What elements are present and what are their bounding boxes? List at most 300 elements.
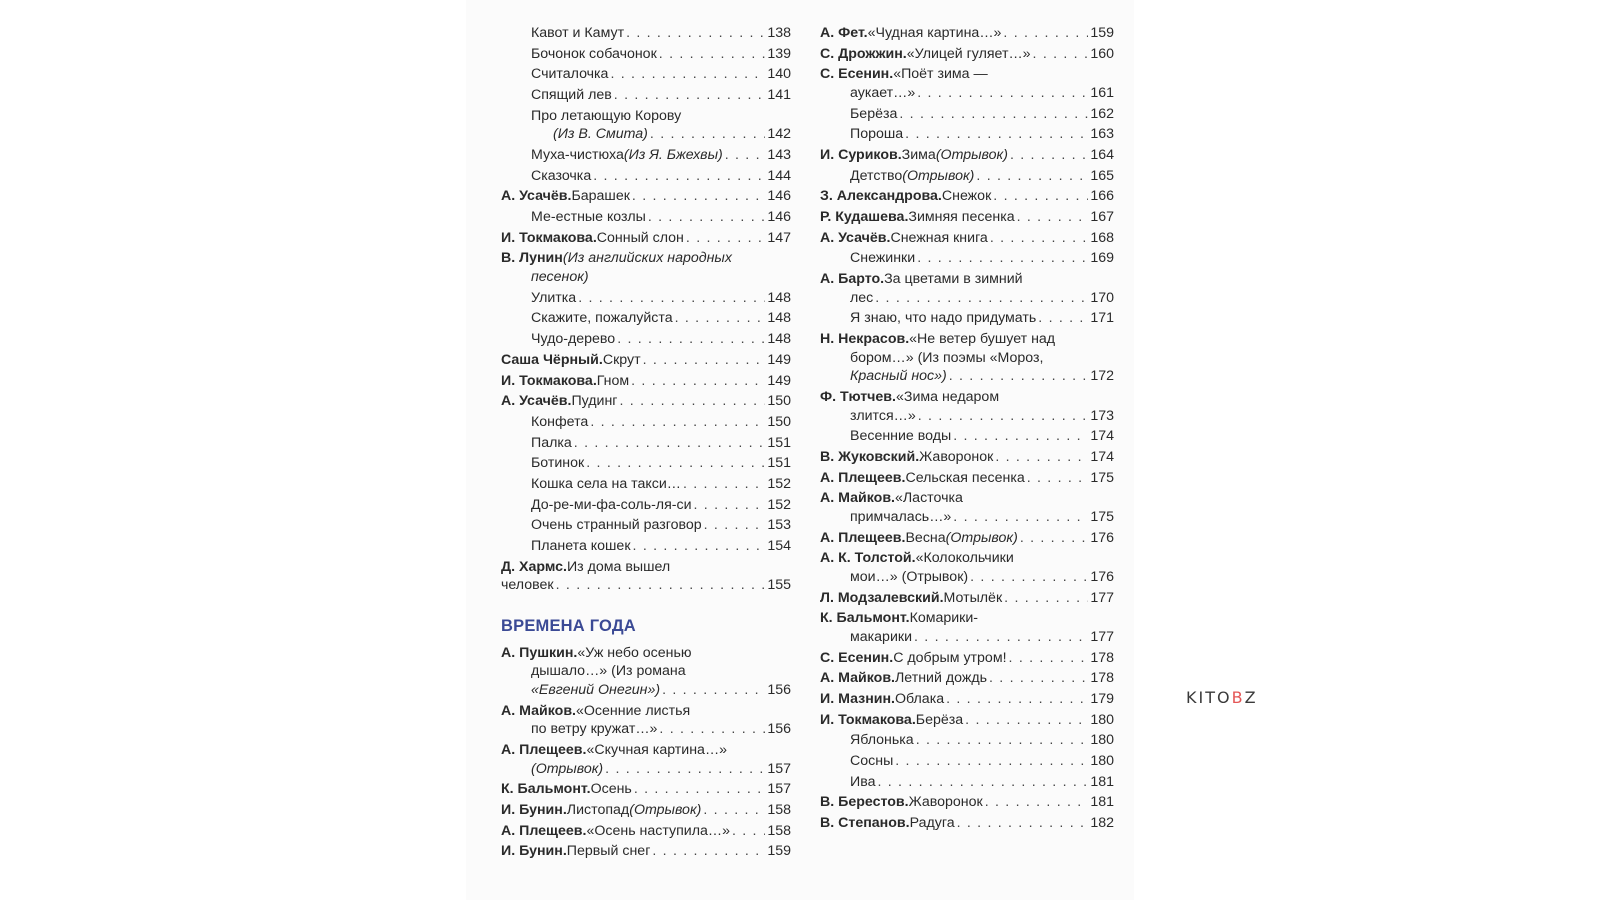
dot-leader (875, 289, 1088, 308)
entry-title-cont: макарики (850, 628, 913, 645)
page-number: 156 (767, 682, 791, 699)
entry-title-cont: примчалась…» (850, 508, 952, 525)
entry-line (820, 125, 1114, 144)
toc-entry[interactable] (820, 167, 1114, 186)
entry-title: Весенние воды (850, 428, 952, 445)
page-number: 176 (1090, 568, 1114, 585)
entry-title-cont: Красный нос») (850, 368, 947, 385)
entry-author: В. Степанов. (820, 815, 910, 832)
page-number: 180 (1090, 753, 1114, 769)
entry-line (501, 801, 791, 820)
dot-leader (916, 731, 1089, 750)
entry-title: За цветами в зимний (884, 271, 1023, 288)
entry-title: Мотылёк (943, 589, 1003, 606)
page-number: 141 (767, 87, 791, 104)
page-number: 155 (767, 577, 791, 594)
dot-leader (659, 45, 766, 64)
toc-entry[interactable] (501, 644, 791, 700)
entry-line (820, 508, 1114, 527)
toc-entry[interactable] (820, 711, 1114, 730)
entry-title-cont: лес (850, 289, 874, 306)
entry-line (820, 711, 1114, 730)
entry-title: Муха-чистюха (531, 147, 624, 164)
entry-line (501, 351, 791, 370)
entry-title: Снежинки (850, 250, 916, 267)
entry-line (820, 649, 1114, 668)
entry-line (501, 496, 791, 515)
entry-title: Первый снег (566, 843, 651, 860)
entry-line (820, 628, 1114, 647)
toc-entry[interactable] (820, 529, 1114, 548)
entry-title: Планета кошек (531, 538, 631, 554)
page-number: 179 (1090, 690, 1114, 707)
entry-line (820, 549, 1114, 568)
toc-entry[interactable] (501, 496, 791, 515)
entry-line (501, 330, 791, 349)
entry-title: Гном (596, 372, 630, 389)
page-number: 177 (1090, 589, 1114, 606)
dot-leader (949, 367, 1089, 386)
entry-line (820, 529, 1114, 548)
dot-leader (995, 448, 1088, 467)
toc-entry[interactable] (501, 434, 791, 453)
toc-entry[interactable] (501, 392, 791, 411)
page-number: 158 (767, 822, 791, 839)
page-number: 168 (1090, 229, 1114, 246)
dot-leader (895, 752, 1088, 771)
page-number: 161 (1090, 84, 1114, 101)
entry-author: З. Александрова. (820, 188, 942, 205)
toc-entry[interactable] (820, 669, 1114, 688)
dot-leader (703, 801, 765, 820)
entry-line (820, 249, 1114, 268)
entry-title: Сельская песенка (905, 469, 1025, 486)
entry-title-cont: (Отрывок) (531, 760, 604, 777)
dot-leader (614, 86, 766, 105)
page-number: 177 (1090, 628, 1114, 645)
entry-line (820, 814, 1114, 833)
toc-entry[interactable] (501, 741, 791, 778)
entry-line (820, 208, 1114, 227)
entry-author: В. Жуковский. (820, 448, 920, 465)
entry-note: (Отрывок) (902, 167, 975, 184)
entry-title-cont: по ветру кружат…» (531, 721, 658, 738)
entry-author: К. Бальмонт. (501, 781, 591, 798)
dot-leader (650, 125, 765, 144)
entry-author: И. Токмакова. (501, 372, 597, 389)
toc-entry[interactable] (501, 372, 791, 391)
entry-title: Кавот и Камут (531, 25, 625, 41)
entry-title: «Колокольчики (915, 550, 1014, 567)
entry-title: Летний дождь (894, 670, 988, 687)
toc-entry[interactable] (820, 793, 1114, 812)
entry-author: А. Фет. (820, 25, 868, 41)
entry-line (820, 752, 1114, 771)
entry-line (501, 822, 791, 841)
toc-entry[interactable] (501, 558, 791, 595)
entry-title: Зимняя песенка (908, 209, 1015, 226)
entry-author: Ф. Тютчев. (820, 389, 896, 405)
page-number: 140 (767, 66, 791, 83)
toc-entry[interactable] (501, 516, 791, 535)
page-number: 162 (1090, 105, 1114, 122)
page-number: 148 (767, 310, 791, 327)
dot-leader (578, 289, 765, 308)
page-number: 180 (1090, 711, 1114, 728)
dot-leader (914, 628, 1088, 647)
toc-entry[interactable] (820, 208, 1114, 227)
page-number: 174 (1090, 448, 1114, 465)
entry-author: А. К. Толстой. (820, 550, 916, 567)
dot-leader (970, 568, 1088, 587)
entry-title: Чудо-дерево (531, 331, 616, 348)
dot-leader (985, 793, 1089, 812)
entry-line (501, 558, 791, 577)
dot-leader (590, 413, 765, 432)
dot-leader (1010, 146, 1088, 165)
toc-entry[interactable] (820, 609, 1114, 646)
page-number: 175 (1090, 508, 1114, 525)
dot-leader (877, 773, 1088, 792)
entry-title: Из дома вышел (566, 558, 671, 575)
page-number: 160 (1090, 45, 1114, 62)
dot-leader (574, 434, 766, 453)
entry-title: С добрым утром! (893, 649, 1007, 666)
toc-entry[interactable] (820, 469, 1114, 488)
section-heading: ВРЕМЕНА ГОДА (501, 616, 636, 635)
entry-title: Барашек (571, 188, 630, 205)
page-number: 159 (1090, 25, 1114, 41)
entry-line (501, 662, 791, 681)
page-number: 171 (1090, 310, 1114, 327)
toc-entry[interactable] (501, 24, 791, 43)
page-number: 152 (767, 496, 791, 513)
entry-line (820, 793, 1114, 812)
entry-line (501, 372, 791, 391)
dot-leader (899, 105, 1088, 124)
dot-leader (946, 690, 1088, 709)
entry-title: Снежная книга (890, 229, 988, 246)
entry-title: «Уж небо осенью (577, 644, 692, 661)
entry-line (501, 65, 791, 84)
dot-leader (620, 392, 766, 411)
entry-line (501, 842, 791, 861)
entry-title: Сказочка (531, 167, 592, 184)
toc-entry[interactable] (501, 822, 791, 841)
entry-author: И. Бунин. (501, 802, 567, 818)
dot-leader (631, 372, 765, 391)
dot-leader (1003, 24, 1088, 43)
toc-entry[interactable] (820, 489, 1114, 526)
toc-entry[interactable] (820, 814, 1114, 833)
entry-title-cont: бором…» (Из поэмы «Мороз, (850, 349, 1044, 366)
entry-title: Бочонок собачонок (531, 45, 657, 62)
page-number: 148 (767, 289, 791, 306)
entry-title: Берёза (850, 105, 898, 122)
toc-entry[interactable] (501, 208, 791, 227)
entry-line (820, 330, 1114, 349)
toc-column-right (820, 24, 1114, 835)
entry-line (820, 229, 1114, 248)
entry-author: Д. Хармс. (501, 558, 567, 575)
page-number: 148 (767, 331, 791, 348)
entry-line (820, 349, 1114, 368)
page-number: 156 (767, 721, 791, 738)
page-number: 172 (1090, 368, 1114, 385)
entry-title-cont: дышало…» (Из романа (531, 663, 686, 680)
toc-column-left (501, 24, 791, 863)
entry-title: «Ласточка (894, 490, 963, 507)
entry-title: До-ре-ми-фа-соль-ля-си (531, 496, 692, 513)
toc-entry[interactable] (820, 65, 1114, 102)
entry-line (820, 469, 1114, 488)
entry-title: «Осень наступила…» (586, 822, 730, 839)
entry-author: И. Мазнин. (820, 690, 895, 707)
page-number: 149 (767, 372, 791, 389)
entry-line (820, 489, 1114, 508)
page-number: 151 (767, 434, 791, 451)
page-number: 144 (767, 167, 791, 184)
entry-line (820, 367, 1114, 386)
toc-entry[interactable] (820, 229, 1114, 248)
page-number: 164 (1090, 147, 1114, 164)
entry-line (501, 229, 791, 248)
page-number: 163 (1090, 126, 1114, 143)
entry-line (820, 167, 1114, 186)
watermark-mid: B (1231, 688, 1245, 707)
entry-line (501, 475, 791, 494)
dot-leader (662, 681, 765, 700)
toc-entry[interactable] (501, 413, 791, 432)
entry-note: (Из Я. Бжехвы) (623, 147, 723, 164)
entry-line (820, 45, 1114, 64)
entry-author: А. Плещеев. (820, 529, 906, 546)
dot-leader (610, 65, 765, 84)
entry-title: Зима (901, 147, 936, 164)
toc-entry[interactable] (501, 86, 791, 105)
toc-entry[interactable] (501, 475, 791, 494)
toc-entry[interactable] (820, 752, 1114, 771)
toc-entry[interactable] (501, 249, 791, 286)
toc-entry[interactable] (820, 187, 1114, 206)
entry-line (820, 24, 1114, 43)
dot-leader (556, 576, 766, 595)
dot-leader (1017, 208, 1089, 227)
entry-line (820, 105, 1114, 124)
page-number: 182 (1090, 815, 1114, 832)
page-number: 157 (767, 781, 791, 798)
entry-title-cont: «Евгений Онегин») (531, 682, 661, 699)
entry-author: И. Суриков. (820, 147, 902, 164)
entry-title: «Осенние листья (575, 702, 691, 719)
entry-line (501, 86, 791, 105)
toc-entry[interactable] (501, 537, 791, 556)
dot-leader (626, 24, 765, 43)
entry-title: Ботинок (531, 455, 585, 472)
entry-title: Жаворонок (908, 794, 983, 811)
entry-author: Л. Модзалевский. (820, 589, 944, 606)
toc-entry[interactable] (501, 309, 791, 328)
entry-title: Пудинг (571, 393, 618, 410)
dot-leader (953, 508, 1088, 527)
page-number: 167 (1090, 209, 1114, 226)
page-number: 138 (767, 25, 791, 41)
entry-line (820, 84, 1114, 103)
entry-line (501, 780, 791, 799)
entry-line (820, 589, 1114, 608)
entry-title: Сосны (850, 753, 894, 769)
toc-entry[interactable] (501, 454, 791, 473)
entry-author: С. Есенин. (820, 66, 894, 83)
dot-leader (634, 780, 766, 799)
toc-entry[interactable] (820, 731, 1114, 750)
page-number: 150 (767, 413, 791, 430)
entry-note: (Из английских народных (562, 250, 732, 267)
toc-entry[interactable] (501, 780, 791, 799)
toc-entry[interactable] (820, 146, 1114, 165)
page-number: 142 (767, 126, 791, 143)
entry-title: Осень (590, 781, 632, 798)
dot-leader (953, 427, 1088, 446)
toc-entry[interactable] (820, 45, 1114, 64)
entry-title: «Поёт зима — (893, 66, 988, 83)
dot-leader (905, 125, 1088, 144)
toc-entry[interactable] (501, 351, 791, 370)
toc-entry[interactable] (820, 125, 1114, 144)
entry-line (501, 167, 791, 186)
entry-note-cont: песенок) (531, 269, 589, 286)
dot-leader (993, 187, 1088, 206)
entry-line (820, 309, 1114, 328)
page-number: 181 (1090, 773, 1114, 790)
entry-author: А. Плещеев. (501, 742, 587, 759)
toc-entry[interactable] (820, 330, 1114, 386)
entry-author: В. Берестов. (820, 794, 909, 811)
toc-entry[interactable] (501, 187, 791, 206)
toc-entry[interactable] (501, 289, 791, 308)
entry-title: Считалочка (531, 66, 609, 83)
entry-title: «Улицей гуляет…» (906, 45, 1031, 62)
toc-entry[interactable] (820, 309, 1114, 328)
page-number: 178 (1090, 649, 1114, 666)
toc-entry[interactable] (501, 702, 791, 739)
entry-author: К. Бальмонт. (820, 610, 910, 627)
toc-entry[interactable] (820, 649, 1114, 668)
toc-entry[interactable] (820, 388, 1114, 425)
dot-leader (605, 760, 765, 779)
toc-entry[interactable] (820, 270, 1114, 307)
entry-line (501, 309, 791, 328)
dot-leader (704, 516, 766, 535)
entry-line (501, 516, 791, 535)
toc-entry[interactable] (501, 229, 791, 248)
entry-title: Жаворонок (919, 448, 994, 465)
toc-entry[interactable] (820, 773, 1114, 792)
entry-line (501, 289, 791, 308)
entry-line (501, 413, 791, 432)
entry-line (820, 187, 1114, 206)
dot-leader (725, 146, 766, 165)
toc-entry[interactable] (820, 690, 1114, 709)
page-number: 154 (767, 538, 791, 554)
entry-line (501, 681, 791, 700)
entry-author: А. Майков. (501, 702, 576, 719)
dot-leader (1004, 589, 1088, 608)
entry-author: А. Майков. (820, 490, 895, 507)
entry-author: В. Лунин (501, 250, 563, 267)
toc-entry[interactable] (501, 146, 791, 165)
dot-leader (1033, 45, 1089, 64)
toc-entry[interactable] (501, 801, 791, 820)
toc-entry[interactable] (820, 589, 1114, 608)
toc-entry[interactable] (820, 448, 1114, 467)
entry-title: Облака (895, 690, 945, 707)
page-number: 178 (1090, 670, 1114, 687)
entry-line (501, 644, 791, 663)
dot-leader (675, 309, 766, 328)
entry-title: Снежок (941, 188, 992, 205)
toc-entry[interactable] (820, 427, 1114, 446)
entry-title: «Скучная картина…» (586, 742, 728, 759)
entry-line (501, 146, 791, 165)
dot-leader (1020, 529, 1089, 548)
page-number: 147 (767, 229, 791, 246)
dot-leader (652, 842, 765, 861)
entry-title: Ме-естные козлы (531, 209, 646, 226)
toc-entry[interactable] (820, 105, 1114, 124)
entry-line (820, 65, 1114, 84)
page-number: 174 (1090, 428, 1114, 445)
entry-author: А. Усачёв. (501, 393, 572, 410)
dot-leader (643, 351, 766, 370)
entry-title: Ива (850, 773, 876, 790)
entry-line (501, 45, 791, 64)
entry-title: Радуга (909, 815, 955, 832)
toc-entry[interactable] (820, 549, 1114, 586)
entry-author: А. Барто. (820, 271, 885, 288)
dot-leader (617, 330, 765, 349)
entry-author: А. Плещеев. (820, 469, 906, 486)
entry-title: Скрут (602, 351, 641, 368)
toc-entry[interactable] (501, 107, 791, 144)
entry-author: И. Токмакова. (820, 711, 916, 728)
dot-leader (732, 822, 765, 841)
page-number: 149 (767, 351, 791, 368)
page-number: 157 (767, 760, 791, 777)
entry-author: Р. Кудашева. (820, 209, 909, 226)
toc-entry[interactable] (820, 24, 1114, 43)
entry-title: «Чудная картина…» (867, 25, 1002, 41)
entry-line (820, 773, 1114, 792)
toc-entry[interactable] (501, 167, 791, 186)
entry-line (501, 125, 791, 144)
toc-entry[interactable] (501, 330, 791, 349)
toc-entry[interactable] (501, 842, 791, 861)
entry-line (820, 270, 1114, 289)
toc-entry[interactable] (501, 65, 791, 84)
entry-line (501, 208, 791, 227)
entry-note: (Отрывок) (945, 529, 1018, 546)
entry-author: А. Пушкин. (501, 644, 578, 661)
dot-leader (683, 475, 765, 494)
page-number: 165 (1090, 167, 1114, 184)
toc-entry[interactable] (501, 45, 791, 64)
entry-line (820, 448, 1114, 467)
entry-title: Комарики- (909, 610, 979, 627)
entry-line (820, 568, 1114, 587)
dot-leader (1038, 309, 1088, 328)
toc-entry[interactable] (820, 249, 1114, 268)
